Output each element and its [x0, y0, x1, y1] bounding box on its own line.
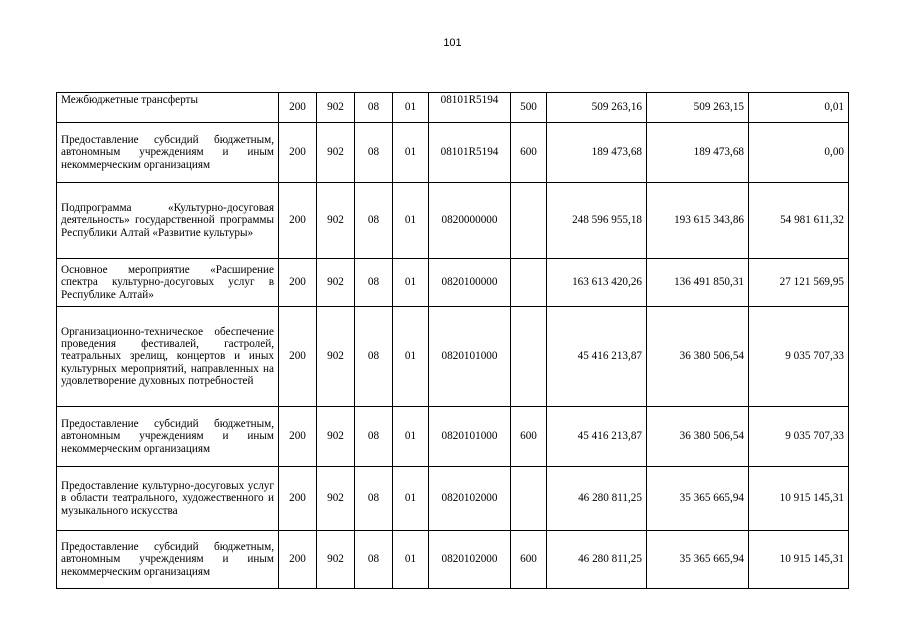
- row-col1: 200: [279, 183, 317, 259]
- row-amount3: 9 035 707,33: [749, 307, 849, 407]
- row-code: 0820102000: [429, 531, 511, 589]
- row-col2: 902: [317, 123, 355, 183]
- row-type: 500: [511, 93, 547, 123]
- row-col2: 902: [317, 531, 355, 589]
- row-amount3: 10 915 145,31: [749, 531, 849, 589]
- table-row: [57, 531, 849, 589]
- row-col2: 902: [317, 307, 355, 407]
- row-description: Организационно-техническое обеспечение проведения фестивалей, гастролей, театральных зрелищ, концертов и иных культурных мероприятий, направленных на удовлетворение духовных потребностей: [57, 307, 279, 407]
- row-amount1: 46 280 811,25: [547, 467, 647, 531]
- row-col2: 902: [317, 183, 355, 259]
- row-description: Предоставление культурно-досуговых услуг в области театрального, художественного и музыкального искусства: [57, 467, 279, 531]
- row-col1: 200: [279, 531, 317, 589]
- row-amount2: 36 380 506,54: [647, 407, 749, 467]
- row-code: 0820101000: [429, 407, 511, 467]
- row-amount2: 509 263,15: [647, 93, 749, 123]
- row-col3: 08: [355, 93, 393, 123]
- row-description: Предоставление субсидий бюджетным, автономным учреждениям и иным некоммерческим организациям: [57, 407, 279, 467]
- row-amount1: 45 416 213,87: [547, 407, 647, 467]
- row-type: 600: [511, 531, 547, 589]
- row-col3: 08: [355, 259, 393, 307]
- row-amount2: 189 473,68: [647, 123, 749, 183]
- row-amount3: 27 121 569,95: [749, 259, 849, 307]
- row-description: Основное мероприятие «Расширение спектра культурно-досуговых услуг в Республике Алтай»: [57, 259, 279, 307]
- row-col1: 200: [279, 467, 317, 531]
- row-amount1: 46 280 811,25: [547, 531, 647, 589]
- row-type: 600: [511, 123, 547, 183]
- row-col3: 08: [355, 183, 393, 259]
- table-row: [57, 307, 849, 407]
- row-col1: 200: [279, 93, 317, 123]
- row-code: 08101R5194: [429, 93, 511, 123]
- row-col4: 01: [393, 123, 429, 183]
- row-col4: 01: [393, 307, 429, 407]
- row-amount3: 10 915 145,31: [749, 467, 849, 531]
- row-col2: 902: [317, 259, 355, 307]
- table-row: [57, 123, 849, 183]
- table-row: [57, 407, 849, 467]
- row-amount1: 189 473,68: [547, 123, 647, 183]
- table-row: [57, 467, 849, 531]
- row-col1: 200: [279, 123, 317, 183]
- row-amount1: 248 596 955,18: [547, 183, 647, 259]
- budget-table: [56, 92, 849, 589]
- row-col1: 200: [279, 307, 317, 407]
- row-code: 0820101000: [429, 307, 511, 407]
- row-type: [511, 259, 547, 307]
- row-type: [511, 183, 547, 259]
- row-col2: 902: [317, 467, 355, 531]
- row-col4: 01: [393, 183, 429, 259]
- row-type: [511, 307, 547, 407]
- row-amount2: 193 615 343,86: [647, 183, 749, 259]
- row-amount2: 35 365 665,94: [647, 531, 749, 589]
- row-type: [511, 467, 547, 531]
- row-description: Подпрограмма «Культурно-досуговая деятельность» государственной программы Республики Алтай «Развитие культуры»: [57, 183, 279, 259]
- row-col4: 01: [393, 531, 429, 589]
- page-number: 101: [443, 37, 462, 49]
- row-col3: 08: [355, 407, 393, 467]
- row-amount1: 45 416 213,87: [547, 307, 647, 407]
- row-amount3: 9 035 707,33: [749, 407, 849, 467]
- row-amount3: 54 981 611,32: [749, 183, 849, 259]
- row-description: Межбюджетные трансферты: [57, 93, 279, 123]
- row-amount2: 136 491 850,31: [647, 259, 749, 307]
- row-code: 0820102000: [429, 467, 511, 531]
- table-row: [57, 93, 849, 123]
- table-row: [57, 259, 849, 307]
- table-row: [57, 183, 849, 259]
- row-col4: 01: [393, 467, 429, 531]
- row-code: 0820100000: [429, 259, 511, 307]
- row-col2: 902: [317, 93, 355, 123]
- row-amount1: 163 613 420,26: [547, 259, 647, 307]
- row-amount3: 0,01: [749, 93, 849, 123]
- row-code: 08101R5194: [429, 123, 511, 183]
- row-description: Предоставление субсидий бюджетным, автономным учреждениям и иным некоммерческим организациям: [57, 531, 279, 589]
- row-amount2: 35 365 665,94: [647, 467, 749, 531]
- row-amount2: 36 380 506,54: [647, 307, 749, 407]
- row-description: Предоставление субсидий бюджетным, автономным учреждениям и иным некоммерческим организациям: [57, 123, 279, 183]
- row-col4: 01: [393, 407, 429, 467]
- row-col1: 200: [279, 259, 317, 307]
- row-col3: 08: [355, 307, 393, 407]
- row-col4: 01: [393, 93, 429, 123]
- row-col3: 08: [355, 123, 393, 183]
- row-type: 600: [511, 407, 547, 467]
- row-code: 0820000000: [429, 183, 511, 259]
- row-col3: 08: [355, 467, 393, 531]
- row-amount3: 0,00: [749, 123, 849, 183]
- row-col4: 01: [393, 259, 429, 307]
- row-col1: 200: [279, 407, 317, 467]
- row-amount1: 509 263,16: [547, 93, 647, 123]
- row-col2: 902: [317, 407, 355, 467]
- row-col3: 08: [355, 531, 393, 589]
